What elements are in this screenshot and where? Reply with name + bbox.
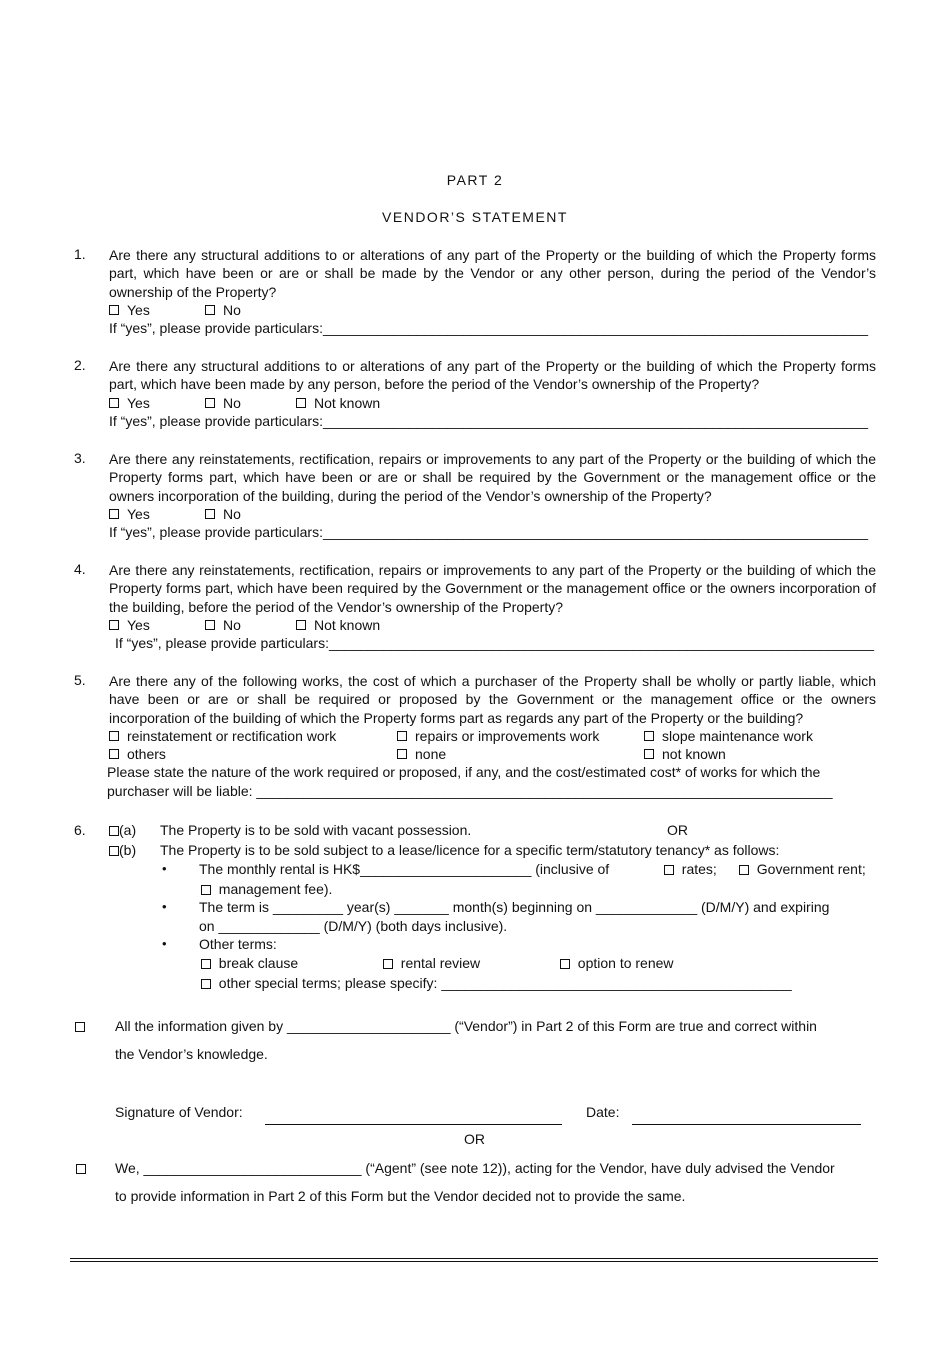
question-3 — [74, 450, 876, 541]
declaration-checkbox[interactable] — [75, 1022, 85, 1032]
signature-line[interactable] — [265, 1124, 562, 1125]
date-line[interactable] — [632, 1124, 861, 1125]
option-to-renew-label: option to renew — [577, 955, 674, 971]
government-rent-checkbox[interactable] — [739, 865, 749, 875]
monthly-rental-field[interactable]: The monthly rental is HK$______________________ (inclusive of — [199, 861, 610, 877]
slope-maintenance-checkbox[interactable] — [644, 731, 654, 741]
option-label: repairs or improvements work — [415, 727, 600, 744]
none-checkbox[interactable] — [397, 749, 407, 759]
other-special-terms-field[interactable]: other special terms; please specify: _____________________________________________ — [218, 975, 792, 991]
repairs-checkbox[interactable] — [397, 731, 407, 741]
particulars-field[interactable]: If “yes”, please provide particulars:______________________________________________________________________ — [109, 412, 869, 429]
not-known-checkbox[interactable] — [296, 620, 306, 630]
question-4 — [74, 561, 876, 652]
option-b — [109, 841, 136, 860]
particulars-field[interactable]: If “yes”, please provide particulars:______________________________________________________________________ — [109, 524, 869, 541]
no-checkbox[interactable] — [205, 305, 215, 315]
other-special-terms-option — [201, 974, 792, 993]
not-known-checkbox[interactable] — [644, 749, 654, 759]
government-rent-option — [739, 860, 866, 879]
option-a-label: (a) — [119, 822, 137, 838]
yes-checkbox[interactable] — [109, 305, 119, 315]
statement-title: VENDOR’S STATEMENT — [382, 209, 568, 225]
yes-checkbox[interactable] — [109, 398, 119, 408]
not-known-label: Not known — [314, 616, 381, 633]
management-fee-label: management fee). — [218, 881, 333, 897]
management-fee-option — [201, 880, 332, 899]
option-to-renew-option — [560, 954, 674, 973]
part-title: PART 2 — [446, 172, 504, 188]
bullet-icon: • — [162, 899, 167, 914]
no-label: No — [223, 505, 241, 522]
agent-text: We, ____________________________ (“Agent” (see note 12)), acting for the Vendor, have duly advised the Vendor — [115, 1160, 835, 1176]
question-number: 1. — [74, 246, 86, 262]
option-to-renew-checkbox[interactable] — [560, 959, 570, 969]
rates-checkbox[interactable] — [664, 865, 674, 875]
break-clause-label: break clause — [218, 955, 299, 971]
others-checkbox[interactable] — [109, 749, 119, 759]
question-number: 6. — [74, 822, 86, 838]
question-number: 4. — [74, 561, 86, 577]
option-label: reinstatement or rectification work — [127, 727, 337, 744]
question-text: Are there any structural additions to or alterations of any part of the Property or the building of which the Property forms part, which have been made by any person, before the period of the Vendor’s ownership of the Property? — [109, 358, 876, 393]
rental-review-option — [383, 954, 480, 973]
reinstatement-checkbox[interactable] — [109, 731, 119, 741]
bullet-icon: • — [162, 861, 167, 876]
term-field[interactable]: The term is _________ year(s) _______ month(s) beginning on _____________ (D/M/Y) and expiring — [199, 899, 830, 915]
term-expiry-field[interactable]: on _____________ (D/M/Y) (both days inclusive). — [199, 918, 508, 934]
question-number: 3. — [74, 450, 86, 466]
particulars-field[interactable]: If “yes”, please provide particulars:______________________________________________________________________ — [109, 320, 869, 337]
other-terms-label: Other terms: — [199, 936, 277, 952]
option-a — [109, 821, 136, 840]
no-checkbox[interactable] — [205, 398, 215, 408]
break-clause-option — [201, 954, 298, 973]
option-label: slope maintenance work — [662, 727, 813, 744]
lease-checkbox[interactable] — [109, 846, 119, 856]
question-text: Are there any reinstatements, rectification, repairs or improvements to any part of the Property or the building of which the Property forms part, which have been required by the Government or the management office or the owners incorporation of the building, before the period of the Vendor’s ownership of the Property? — [109, 562, 876, 615]
yes-checkbox[interactable] — [109, 620, 119, 630]
question-text: Are there any reinstatements, rectification, repairs or improvements to any part of the Property or the building of which the Property forms part, which have been or are or shall be required by the Government or the management office or the owners incorporation of the building, during the period of the Vendor’s ownership of the Property? — [109, 451, 876, 504]
yes-label: Yes — [127, 394, 150, 411]
question-1 — [74, 246, 876, 337]
yes-checkbox[interactable] — [109, 509, 119, 519]
option-label: others — [127, 746, 166, 763]
date-label: Date: — [586, 1104, 620, 1120]
option-label: not known — [662, 746, 726, 763]
other-special-terms-checkbox[interactable] — [201, 979, 211, 989]
declaration-checkbox-wrap — [75, 1017, 85, 1036]
option-a-text: The Property is to be sold with vacant possession. — [160, 822, 472, 838]
rental-review-label: rental review — [400, 955, 481, 971]
declaration-text-2: the Vendor’s knowledge. — [115, 1046, 268, 1062]
agent-text-2: to provide information in Part 2 of this Form but the Vendor decided not to provide the same. — [115, 1188, 686, 1204]
bullet-icon: • — [162, 936, 167, 951]
no-label: No — [223, 301, 241, 318]
no-label: No — [223, 394, 241, 411]
break-clause-checkbox[interactable] — [201, 959, 211, 969]
no-label: No — [223, 616, 241, 633]
signature-label: Signature of Vendor: — [115, 1104, 243, 1120]
or-label: OR — [464, 1131, 485, 1147]
question-text: Are there any of the following works, the cost of which a purchaser of the Property shall be wholly or partly liable, which have been or are or shall be required or proposed by the Government or the management office or the owners incorporation of the building of which the Property forms part as regards any part of the Property or the building? — [109, 673, 876, 726]
particulars-field[interactable]: If “yes”, please provide particulars:______________________________________________________________________ — [115, 635, 875, 652]
yes-label: Yes — [127, 301, 150, 318]
government-rent-label: Government rent; — [756, 861, 866, 877]
question-2 — [74, 357, 876, 430]
nature-field[interactable]: purchaser will be liable: __________________________________________________________________________ — [107, 782, 833, 799]
not-known-label: Not known — [314, 394, 381, 411]
yes-label: Yes — [127, 616, 150, 633]
bottom-rule-top — [70, 1258, 878, 1259]
rental-review-checkbox[interactable] — [383, 959, 393, 969]
option-b-label: (b) — [119, 842, 137, 858]
vacant-possession-checkbox[interactable] — [109, 826, 119, 836]
no-checkbox[interactable] — [205, 509, 215, 519]
declaration-text: All the information given by _____________________ (“Vendor”) in Part 2 of this Form are true and correct within — [115, 1018, 817, 1034]
option-label: none — [415, 746, 447, 763]
management-fee-checkbox[interactable] — [201, 885, 211, 895]
nature-instruction: Please state the nature of the work required or proposed, if any, and the cost/estimated cost* of works for which the — [107, 764, 821, 781]
option-b-text: The Property is to be sold subject to a lease/licence for a specific term/statutory tenancy* as follows: — [160, 842, 780, 858]
agent-checkbox-wrap — [76, 1159, 86, 1178]
rates-option — [664, 860, 717, 879]
bottom-rule-bottom — [70, 1261, 878, 1262]
not-known-checkbox[interactable] — [296, 398, 306, 408]
question-number: 5. — [74, 672, 86, 688]
no-checkbox[interactable] — [205, 620, 215, 630]
agent-checkbox[interactable] — [76, 1164, 86, 1174]
question-5 — [74, 672, 876, 800]
question-number: 2. — [74, 357, 86, 373]
question-text: Are there any structural additions to or alterations of any part of the Property or the building of which the Property forms part, which have been or are or shall be made by the Vendor or any other person, during the period of the Vendor’s ownership of the Property? — [109, 247, 876, 300]
yes-label: Yes — [127, 505, 150, 522]
rates-label: rates; — [681, 861, 717, 877]
or-label: OR — [667, 822, 688, 838]
